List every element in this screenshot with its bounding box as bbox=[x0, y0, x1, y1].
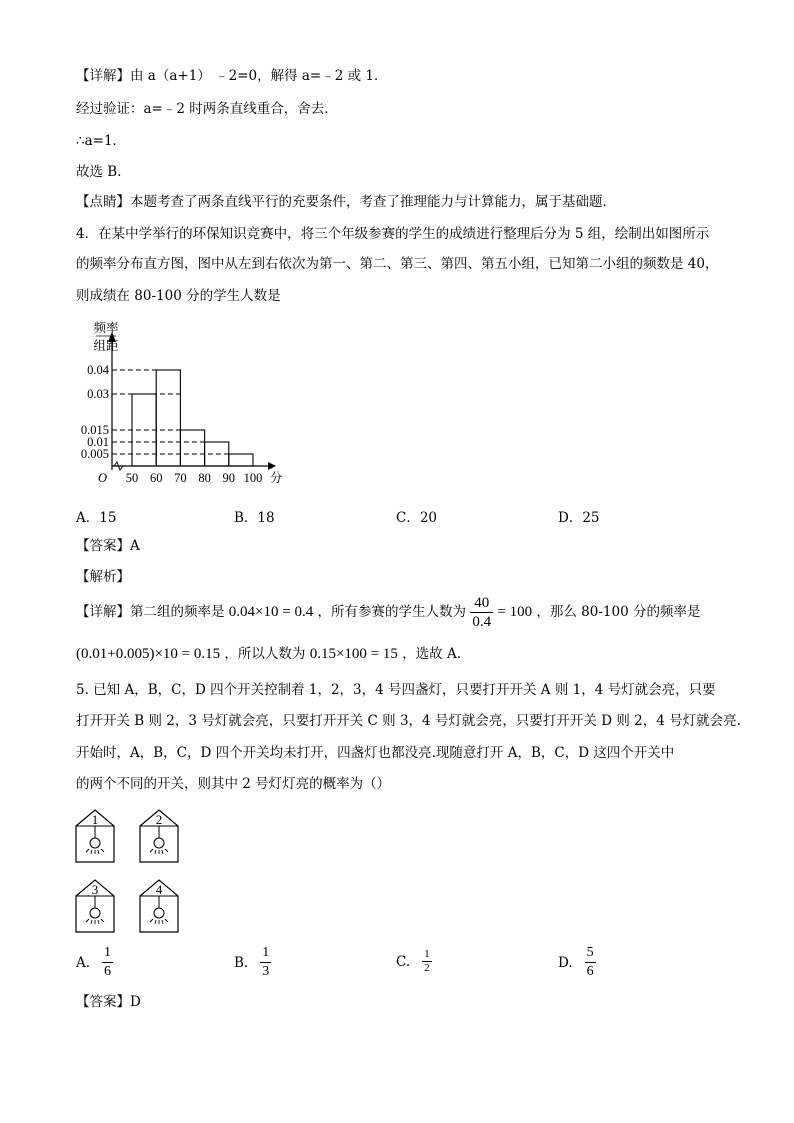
fraction-denominator: 6 bbox=[586, 964, 594, 979]
fraction-denominator: 2 bbox=[424, 962, 430, 974]
q5-option-a-label: A. bbox=[76, 954, 91, 971]
detail-line-2: 经过验证：a=﹣2 时两条直线重合，舍去． bbox=[76, 101, 338, 117]
q4-line-1: 4．在某中学举行的环保知识竞赛中，将三个年级参赛的学生的成绩进行整理后分为 5 组，绘制出如图所示 bbox=[76, 226, 710, 242]
frequency-histogram bbox=[70, 318, 283, 490]
q5-line-2: 打开开关 B 则 2，3 号灯就会亮，只要打开开关 C 则 3，4 号灯就会亮，只要打开开关 D 则 2，4 号灯就会亮. bbox=[76, 713, 741, 729]
q4-detail-frac-eq: = 100 bbox=[497, 604, 533, 620]
q4-detail-post: ，那么 80-100 分的频率是 bbox=[536, 604, 701, 620]
histogram-bar bbox=[156, 370, 180, 466]
x-tick-label: 100 bbox=[243, 471, 263, 485]
x-tick-label: 80 bbox=[198, 471, 211, 485]
x-tick-label: 60 bbox=[149, 471, 163, 485]
lamp-diagram bbox=[70, 806, 190, 942]
fraction-denominator: 3 bbox=[262, 964, 270, 979]
q4-option-c: C．20 bbox=[396, 510, 438, 526]
lamp-2 bbox=[140, 810, 178, 862]
fraction-numerator: 1 bbox=[424, 948, 430, 960]
y-tick-label: 0.01 bbox=[87, 435, 109, 449]
q4-detail-mid: ，所有参赛的学生人数为 bbox=[317, 604, 467, 620]
detail-line-4: 故选 B． bbox=[76, 164, 131, 180]
q4-detail-mid2: ，所以人数为 bbox=[224, 646, 306, 662]
detail-line-3: ∴a=1． bbox=[76, 133, 127, 149]
q4-option-a: A．15 bbox=[76, 510, 117, 526]
q4-option-b: B．18 bbox=[234, 510, 275, 526]
q5-line-1: 5. 已知 A，B，C，D 四个开关控制着 1，2，3，4 号四盏灯，只要打开开关 A 则 1，4 号灯就会亮，只要 bbox=[76, 682, 716, 698]
fraction-numerator: 5 bbox=[586, 945, 594, 960]
q4-detail-post2: ，选故 A. bbox=[402, 646, 462, 662]
q5-option-d-label: D. bbox=[558, 954, 573, 971]
q4-line-3: 则成绩在 80-100 分的学生人数是 bbox=[76, 288, 281, 304]
q5-option-c-label: C. bbox=[396, 953, 411, 970]
q4-line-2: 的频率分布直方图，图中从左到右依次为第一、第二、第三、第四、第五小组，已知第二小组的频数是 40， bbox=[76, 256, 719, 272]
q4-detail-expr3: 0.15×100 = 15 bbox=[309, 646, 398, 662]
fraction-numerator: 1 bbox=[262, 945, 270, 960]
q5-line-4: 的两个不同的开关，则其中 2 号灯灯亮的概率为（） bbox=[76, 776, 391, 792]
q5-option-d-fraction bbox=[585, 944, 596, 981]
y-axis-label-bottom: 组距 bbox=[93, 339, 119, 353]
q5-answer: 【答案】D bbox=[76, 994, 141, 1010]
q5-option-b-fraction bbox=[260, 944, 271, 981]
lamp-3-label: 3 bbox=[91, 882, 99, 897]
fraction-denominator: 6 bbox=[104, 964, 112, 979]
y-tick-label: 0.005 bbox=[80, 447, 109, 461]
y-tick-label: 0.015 bbox=[80, 423, 109, 437]
histogram-bar bbox=[229, 454, 253, 466]
fraction-denominator: 0.4 bbox=[472, 614, 492, 630]
q5-line-3: 开始时，A，B，C，D 四个开关均未打开，四盏灯也都没亮.现随意打开 A，B，C，D 这四个开关中 bbox=[76, 745, 675, 761]
q5-option-a bbox=[76, 944, 113, 981]
histogram-bar bbox=[180, 430, 204, 466]
lamp-4 bbox=[140, 880, 178, 932]
q5-option-b-label: B. bbox=[234, 954, 249, 971]
x-axis-arrow bbox=[268, 462, 276, 470]
lamp-4-label: 4 bbox=[155, 882, 163, 897]
q4-student-count-fraction bbox=[470, 594, 493, 631]
fraction-numerator: 40 bbox=[474, 595, 490, 611]
detail-line-1: 【详解】由 a（a+1） ﹣2=0，解得 a=﹣2 或 1． bbox=[76, 68, 388, 84]
q4-detail-expr1: 0.04×10 = 0.4 bbox=[228, 604, 314, 620]
q4-detail-pre: 【详解】第二组的频率是 bbox=[76, 604, 225, 620]
q4-detail-expr2: (0.01+0.005)×10 = 0.15 bbox=[76, 646, 221, 662]
q5-option-a-fraction bbox=[102, 944, 113, 981]
x-tick-label: 90 bbox=[222, 471, 236, 485]
q5-option-c bbox=[396, 948, 432, 975]
lamp-1 bbox=[76, 810, 114, 862]
q5-option-b bbox=[234, 944, 271, 981]
fraction-numerator: 1 bbox=[104, 945, 112, 960]
q4-option-d: D．25 bbox=[558, 510, 600, 526]
y-tick-label: 0.04 bbox=[87, 363, 109, 377]
x-tick-label: 50 bbox=[125, 471, 139, 485]
lamp-1-label: 1 bbox=[91, 812, 99, 827]
q5-option-c-fraction bbox=[422, 948, 432, 975]
lamp-3 bbox=[76, 880, 114, 932]
q4-detail-line-1 bbox=[76, 594, 700, 631]
x-tick-label: 70 bbox=[174, 471, 187, 485]
y-tick-label: 0.03 bbox=[87, 387, 109, 401]
lamp-2-label: 2 bbox=[155, 812, 163, 827]
q4-answer: 【答案】A bbox=[76, 538, 140, 554]
q5-option-d bbox=[558, 944, 596, 981]
comment-line: 【点睛】本题考查了两条直线平行的充要条件，考查了推理能力与计算能力，属于基础题． bbox=[76, 194, 616, 210]
x-axis-label: 分 bbox=[270, 471, 283, 485]
origin-label: O bbox=[98, 471, 108, 485]
q4-detail-line-2 bbox=[76, 644, 461, 664]
y-axis-label-top: 频率 bbox=[93, 321, 119, 335]
q4-analysis-heading: 【解析】 bbox=[76, 569, 130, 585]
